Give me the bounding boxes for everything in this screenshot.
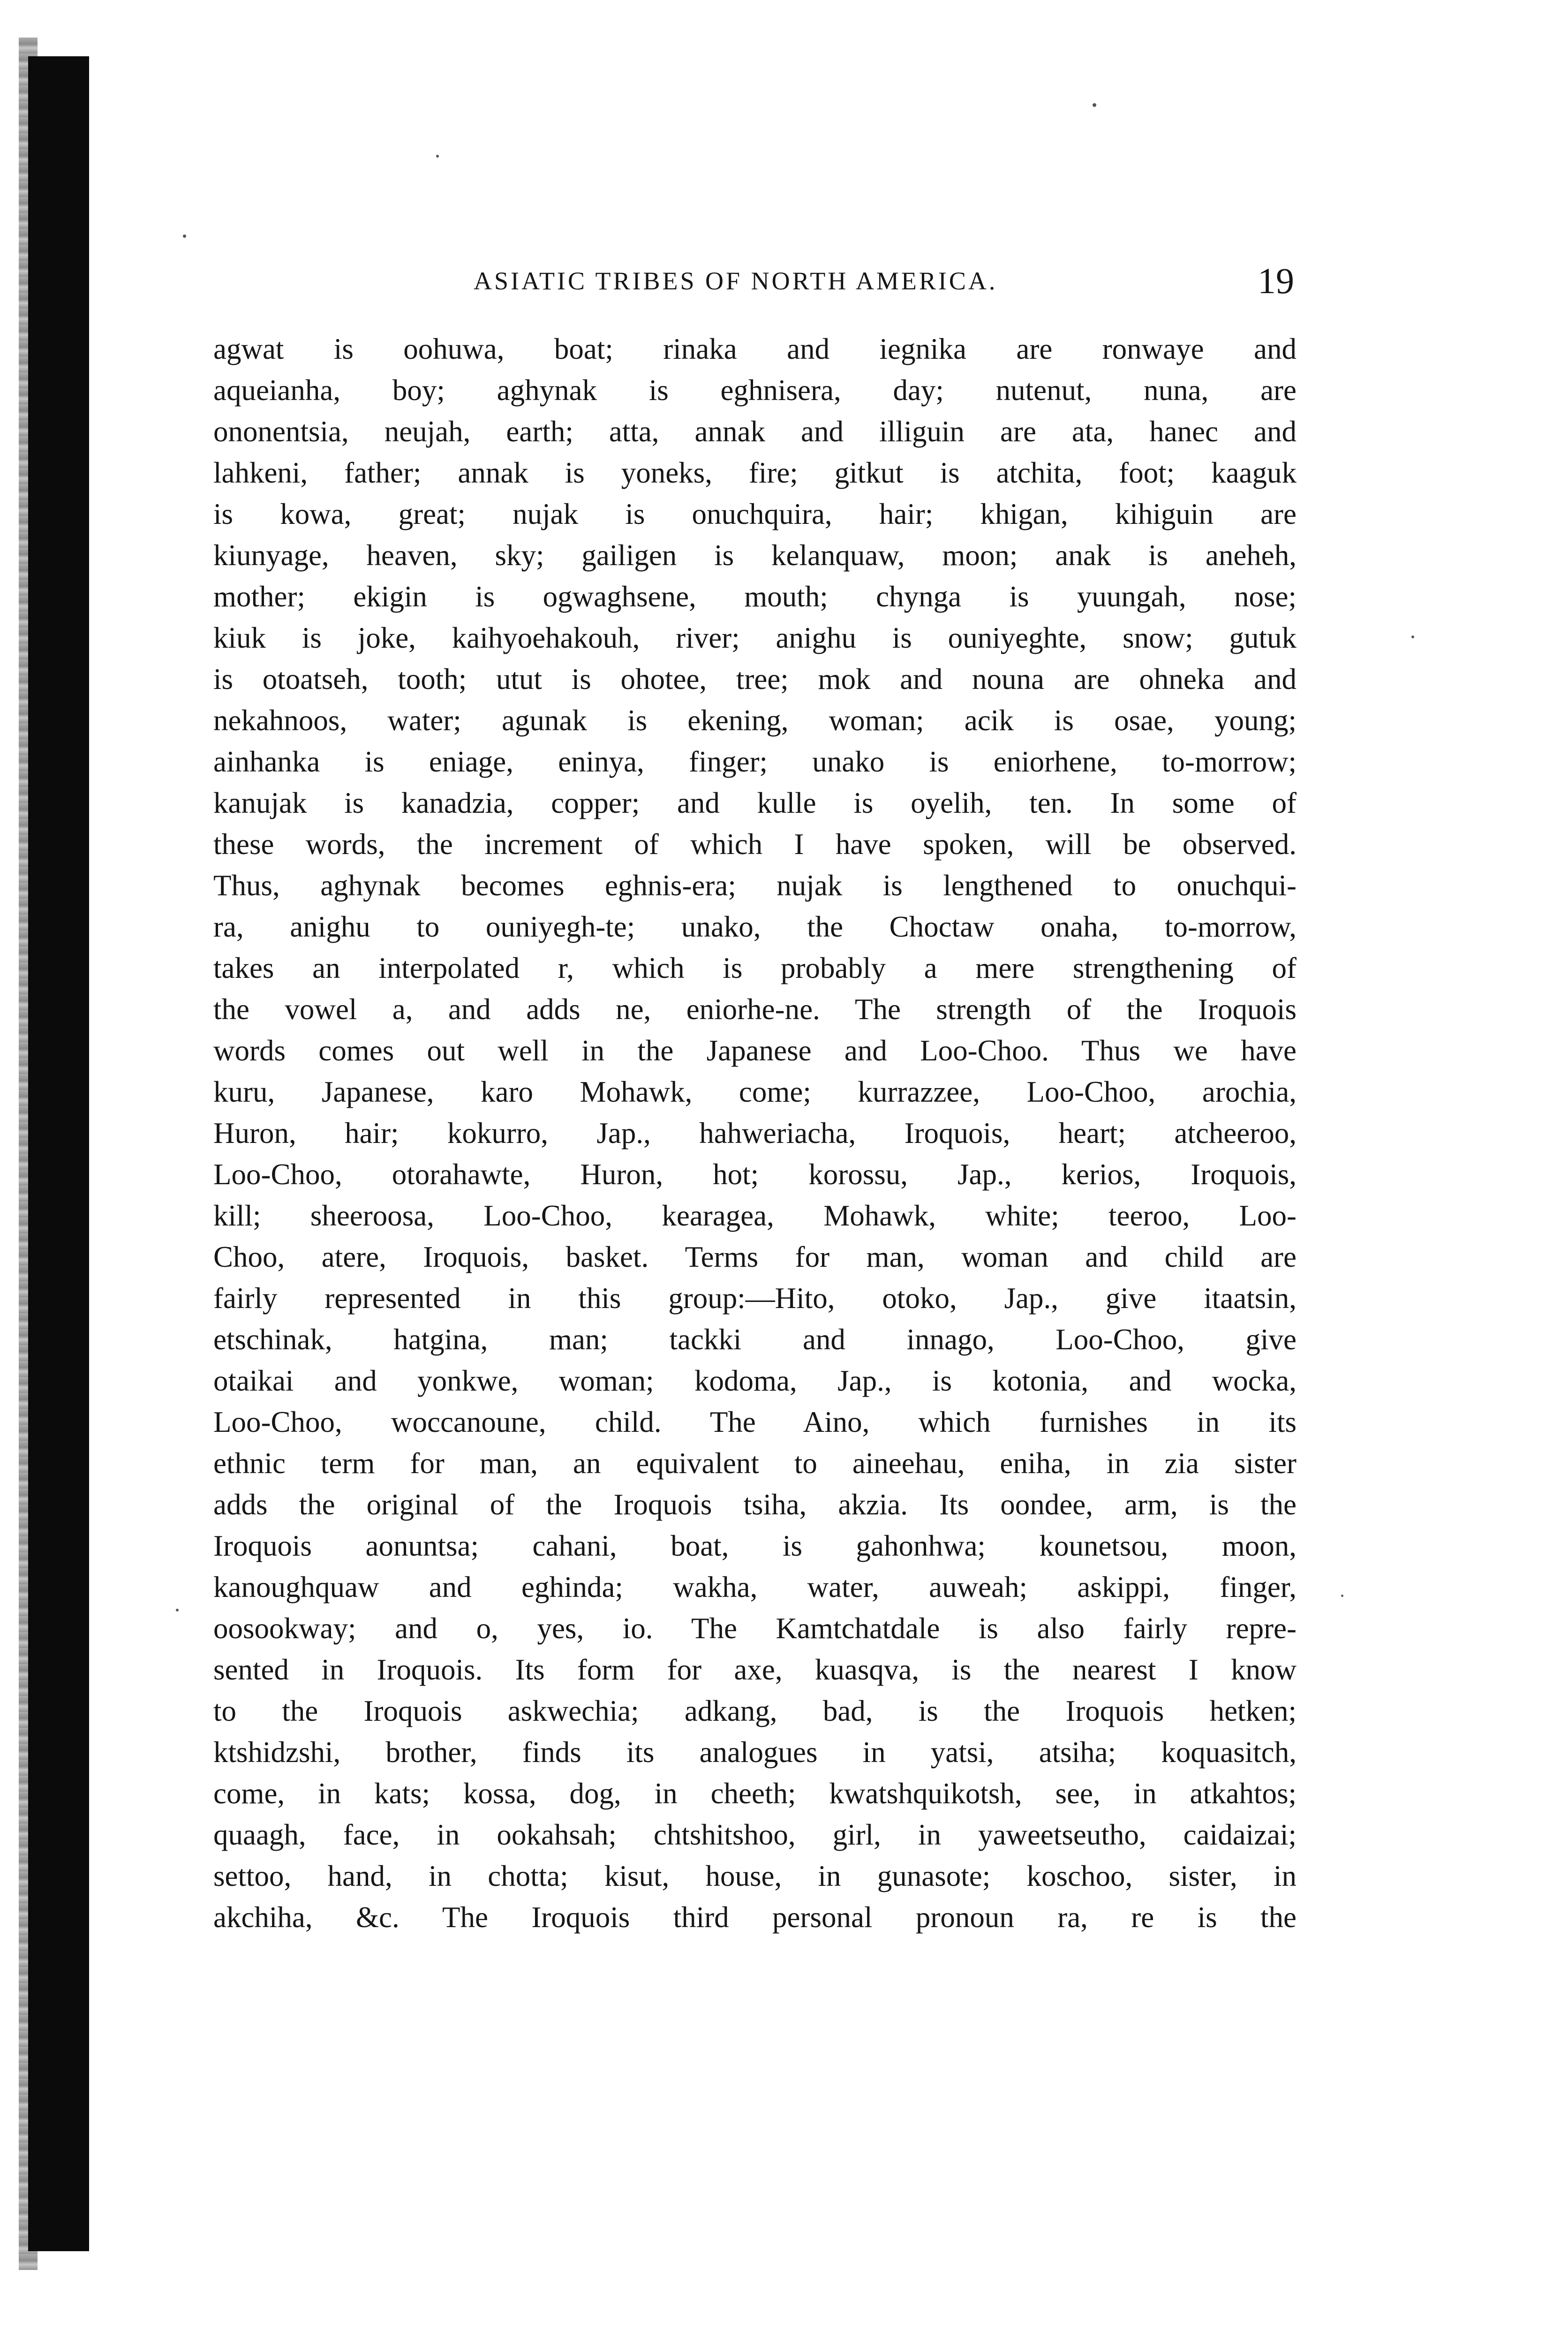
text-line: otaikai and yonkwe, woman; kodoma, Jap., is kotonia, and wocka, <box>213 1364 1297 1397</box>
text-line: ethnic term for man, an equivalent to aineehau, eniha, in zia sister <box>213 1447 1297 1480</box>
text-line: is otoatseh, tooth; utut is ohotee, tree; mok and nouna are ohneka and <box>213 663 1297 696</box>
text-line: oosookway; and o, yes, io. The Kamtchatdale is also fairly repre- <box>213 1612 1297 1645</box>
text-line: words comes out well in the Japanese and Loo-Choo. Thus we have <box>213 1034 1297 1067</box>
text-line: Iroquois aonuntsa; cahani, boat, is gahonhwa; kounetsou, moon, <box>213 1529 1297 1562</box>
text-line: lahkeni, father; annak is yoneks, fire; gitkut is atchita, foot; kaaguk <box>213 456 1297 489</box>
text-line: ra, anighu to ouniyegh-te; unako, the Choctaw onaha, to-morrow, <box>213 910 1297 943</box>
scan-speck <box>176 1609 179 1611</box>
text-line: settoo, hand, in chotta; kisut, house, in gunasote; koschoo, sister, in <box>213 1860 1297 1892</box>
text-line: akchiha, &c. The Iroquois third personal pronoun ra, re is the <box>213 1901 1297 1934</box>
text-line: mother; ekigin is ogwaghsene, mouth; chynga is yuungah, nose; <box>213 580 1297 613</box>
text-line: sented in Iroquois. Its form for axe, kuasqva, is the nearest I know <box>213 1653 1297 1686</box>
text-line: etschinak, hatgina, man; tackki and innago, Loo-Choo, give <box>213 1323 1297 1356</box>
text-line: kanujak is kanadzia, copper; and kulle is oyelih, ten. In some of <box>213 787 1297 819</box>
text-line: Loo-Choo, woccanoune, child. The Aino, which furnishes in its <box>213 1406 1297 1438</box>
text-line: Loo-Choo, otorahawte, Huron, hot; korossu, Jap., kerios, Iroquois, <box>213 1158 1297 1191</box>
text-line: kuru, Japanese, karo Mohawk, come; kurrazzee, Loo-Choo, arochia, <box>213 1075 1297 1108</box>
text-line: ononentsia, neujah, earth; atta, annak and illiguin are ata, hanec and <box>213 415 1297 448</box>
text-line: quaagh, face, in ookahsah; chtshitshoo, girl, in yaweetseutho, caidaizai; <box>213 1818 1297 1851</box>
text-line: agwat is oohuwa, boat; rinaka and iegnika are ronwaye and <box>213 333 1297 365</box>
page-number: 19 <box>1258 260 1294 301</box>
text-line: kill; sheeroosa, Loo-Choo, kearagea, Mohawk, white; teeroo, Loo- <box>213 1199 1297 1232</box>
scan-speck <box>1411 635 1414 638</box>
text-line: is kowa, great; nujak is onuchquira, hair; khigan, kihiguin are <box>213 498 1297 530</box>
text-line: the vowel a, and adds ne, eniorhe-ne. The strength of the Iroquois <box>213 993 1297 1026</box>
text-line: nekahnoos, water; agunak is ekening, woman; acik is osae, young; <box>213 704 1297 737</box>
text-line: Thus, aghynak becomes eghnis-era; nujak is lengthened to onuchqui- <box>213 869 1297 902</box>
text-line: ktshidzshi, brother, finds its analogues in yatsi, atsiha; koquasitch, <box>213 1736 1297 1769</box>
text-line: to the Iroquois askwechia; adkang, bad, is the Iroquois hetken; <box>213 1694 1297 1727</box>
scan-speck <box>436 155 439 158</box>
text-line: kiuk is joke, kaihyoehakouh, river; anighu is ouniyeghte, snow; gutuk <box>213 621 1297 654</box>
page-header <box>211 260 1294 314</box>
text-line: kanoughquaw and eghinda; wakha, water, auweah; askippi, finger, <box>213 1571 1297 1604</box>
text-line: takes an interpolated r, which is probably a mere strengthening of <box>213 952 1297 984</box>
text-line: Choo, atere, Iroquois, basket. Terms for man, woman and child are <box>213 1241 1297 1273</box>
scan-speck <box>1093 103 1096 107</box>
scan-speck <box>1341 1595 1343 1597</box>
text-line: fairly represented in this group:—Hito, otoko, Jap., give itaatsin, <box>213 1282 1297 1315</box>
text-line: aqueianha, boy; aghynak is eghnisera, day; nutenut, nuna, are <box>213 374 1297 407</box>
text-line: come, in kats; kossa, dog, in cheeth; kwatshquikotsh, see, in atkahtos; <box>213 1777 1297 1810</box>
running-head: ASIATIC TRIBES OF NORTH AMERICA. <box>474 267 998 295</box>
body-text <box>213 328 1297 1938</box>
text-line: adds the original of the Iroquois tsiha, akzia. Its oondee, arm, is the <box>213 1488 1297 1521</box>
binding-shadow <box>28 56 89 2251</box>
text-line: kiunyage, heaven, sky; gailigen is kelanquaw, moon; anak is aneheh, <box>213 539 1297 572</box>
text-line: ainhanka is eniage, eninya, finger; unako is eniorhene, to-morrow; <box>213 745 1297 778</box>
text-line: these words, the increment of which I have spoken, will be observed. <box>213 828 1297 861</box>
text-line: Huron, hair; kokurro, Jap., hahweriacha, Iroquois, heart; atcheeroo, <box>213 1117 1297 1150</box>
scan-speck <box>183 234 186 238</box>
